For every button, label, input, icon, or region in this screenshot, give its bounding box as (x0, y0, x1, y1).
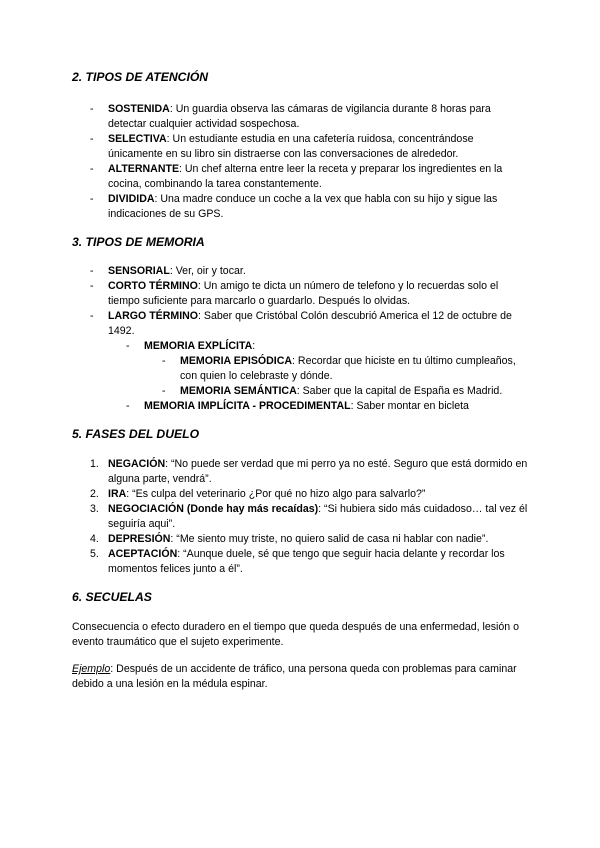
section-title-duelo: 5. FASES DEL DUELO (72, 427, 200, 441)
secuelas-definition: Consecuencia o efecto duradero en el tiempo que queda después de una enfermedad, lesión o evento traumático que el sujeto experimente. (72, 621, 520, 648)
list-item: - SOSTENIDA: Un guardia observa las cámaras de vigilancia durante 8 horas para detectar cualquier actividad sospechosa. (90, 103, 491, 130)
section-title-atencion: 2. TIPOS DE ATENCIÓN (72, 70, 209, 84)
secuelas-example (72, 662, 532, 692)
list-item: - LARGO TÉRMINO: Saber que Cristóbal Colón descubrió America el 12 de octubre de 1492. - MEMORIA EXPLÍCITA: - MEMORIA EPISÓDICA: Recordar que hiciste en tu último cumpleaños, con quien lo celebraste y dónde. - MEMORIA SEMÁNTICA: Saber que la capital de España es Madrid. - MEMORIA IMPLÍCITA - PROCEDIMENTAL: Saber montar en bicleta (108, 309, 528, 414)
list-item: 2. IRA: “Es culpa del veterinario ¿Por qué no hizo algo para salvarlo?” (90, 488, 426, 500)
sub-list (126, 339, 528, 414)
list-item: 4. DEPRESIÓN: “Me siento muy triste, no quiero salid de casa ni hablar con nadie”. (90, 533, 489, 545)
sub-sub-list (162, 354, 528, 399)
duelo-list (90, 457, 528, 577)
section-title-secuelas: 6. SECUELAS (72, 590, 152, 604)
example-text: : Después de un accidente de tráfico, una persona queda con problemas para caminar debido a una lesión en la médula espinar. (72, 663, 517, 690)
section-title-memoria: 3. TIPOS DE MEMORIA (72, 235, 205, 249)
memoria-list (90, 264, 528, 414)
list-item: - MEMORIA IMPLÍCITA - PROCEDIMENTAL: Saber montar en bicleta (126, 400, 469, 412)
list-item: 1. NEGACIÓN: “No puede ser verdad que mi perro ya no esté. Seguro que está dormido en alguna parte, vendrá”. (90, 458, 528, 485)
list-item: - SENSORIAL: Ver, oir y tocar. (90, 265, 246, 277)
list-item: - SELECTIVA: Un estudiante estudia en una cafetería ruidosa, concentrándose únicamente en su libro sin distraerse con las conversaciones de alrededor. (90, 133, 474, 160)
list-item: - CORTO TÉRMINO: Un amigo te dicta un número de telefono y lo recuerdas solo el tiempo suficiente para marcarlo o guardarlo. Después lo olvidas. (90, 280, 499, 307)
list-item: - MEMORIA SEMÁNTICA: Saber que la capital de España es Madrid. (162, 385, 503, 397)
example-label: Ejemplo (72, 663, 111, 675)
atencion-list (90, 102, 528, 222)
list-item: 3. NEGOCIACIÓN (Donde hay más recaídas): “Si hubiera sido más cuidadoso… tal vez él seguiría aqui”. (90, 503, 528, 530)
list-item: - MEMORIA EXPLÍCITA: - MEMORIA EPISÓDICA: Recordar que hiciste en tu último cumpleaños, con quien lo celebraste y dónde. - MEMORIA SEMÁNTICA: Saber que la capital de España es Madrid. (144, 339, 528, 399)
list-item: - ALTERNANTE: Un chef alterna entre leer la receta y preparar los ingredientes en la cocina, combinando la tarea constantemente. (90, 163, 503, 190)
list-item: - MEMORIA EPISÓDICA: Recordar que hiciste en tu último cumpleaños, con quien lo celebraste y dónde. (162, 355, 516, 382)
list-item: 5. ACEPTACIÓN: “Aunque duele, sé que tengo que seguir hacia delante y recordar los momentos felices junto a él”. (90, 548, 505, 575)
list-item: - DIVIDIDA: Una madre conduce un coche a la vex que habla con su hijo y sigue las indicaciones de su GPS. (90, 193, 498, 220)
